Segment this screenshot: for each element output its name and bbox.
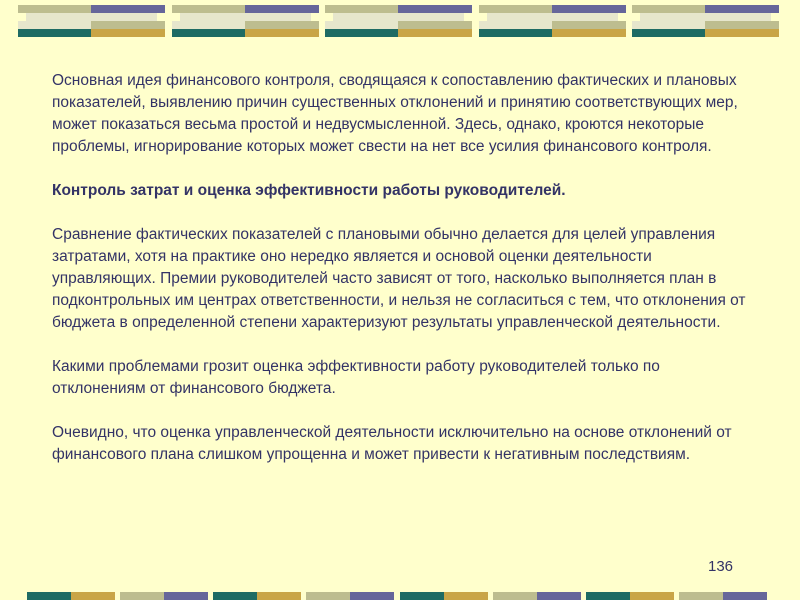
top-decoration-block — [325, 5, 472, 37]
bottom-decoration-segment — [164, 592, 208, 600]
decoration-stripe — [91, 5, 165, 13]
bottom-decoration-segment — [120, 592, 164, 600]
decoration-stripe — [398, 5, 472, 13]
top-decoration-block — [479, 5, 626, 37]
decoration-stripe — [398, 21, 472, 29]
top-decoration-block — [632, 5, 779, 37]
decoration-stripe — [26, 13, 157, 21]
page-number: 136 — [708, 558, 734, 575]
top-decoration-block — [18, 5, 165, 37]
decoration-stripe — [705, 5, 779, 13]
bottom-decoration-segment — [306, 592, 350, 600]
decoration-stripe — [245, 5, 319, 13]
decoration-stripe — [91, 29, 165, 37]
bottom-decoration-segment — [257, 592, 301, 600]
top-decoration — [18, 5, 782, 37]
paragraph-conclusion: Очевидно, что оценка управленческой деятельности исключительно на основе отклонений от финансового плана слишком упрощенна и может привести к негативным последствиям. — [52, 424, 732, 463]
decoration-stripe — [18, 21, 91, 29]
decoration-stripe — [705, 21, 779, 29]
decoration-stripe — [180, 13, 311, 21]
bottom-decoration-segment — [493, 592, 537, 600]
decoration-stripe — [640, 13, 771, 21]
decoration-stripe — [325, 21, 398, 29]
decoration-stripe — [172, 21, 245, 29]
decoration-stripe — [172, 29, 245, 37]
decoration-stripe — [632, 21, 705, 29]
decoration-stripe — [245, 21, 319, 29]
decoration-stripe — [552, 29, 626, 37]
decoration-stripe — [245, 29, 319, 37]
decoration-stripe — [487, 13, 618, 21]
bottom-decoration-segment — [444, 592, 488, 600]
decoration-stripe — [632, 5, 705, 13]
bottom-decoration-segment — [679, 592, 723, 600]
decoration-stripe — [479, 29, 552, 37]
decoration-stripe — [552, 5, 626, 13]
decoration-stripe — [705, 29, 779, 37]
decoration-stripe — [325, 5, 398, 13]
bottom-decoration-segment — [71, 592, 115, 600]
decoration-stripe — [552, 21, 626, 29]
bottom-decoration-segment — [537, 592, 581, 600]
paragraph-comparison: Сравнение фактических показателей с плановыми обычно делается для целей управления затратами, хотя на практике оно нередко является и основой оценки деятельности управляющих. Премии руководителей часто зависят от того, насколько выполняется план в подконтрольных им центрах ответственности, и нельзя не согласиться с тем, что отклонения от бюджета в определенной степени характеризуют результаты управленческой деятельности. — [52, 226, 746, 331]
decoration-stripe — [18, 29, 91, 37]
decoration-stripe — [479, 5, 552, 13]
decoration-stripe — [632, 29, 705, 37]
bottom-decoration-segment — [630, 592, 674, 600]
decoration-stripe — [479, 21, 552, 29]
decoration-stripe — [325, 29, 398, 37]
decoration-stripe — [398, 29, 472, 37]
decoration-stripe — [333, 13, 464, 21]
paragraph-intro: Основная идея финансового контроля, сводящаяся к сопоставлению фактических и плановых показателей, выявлению причин существенных отклонений и принятию соответствующих мер, может показаться весьма простой и недвусмысленной. Здесь, однако, кроются некоторые проблемы, игнорирование которых может свести на нет все усилия финансового контроля. — [52, 72, 738, 155]
bottom-decoration-segment — [586, 592, 630, 600]
bottom-decoration — [0, 592, 800, 600]
section-heading: Контроль затрат и оценка эффективности работы руководителей. — [52, 182, 566, 199]
paragraph-question: Какими проблемами грозит оценка эффективности работу руководителей только по отклонениям от финансового бюджета. — [52, 358, 660, 397]
top-decoration-block — [172, 5, 319, 37]
decoration-stripe — [18, 5, 91, 13]
bottom-decoration-segment — [400, 592, 444, 600]
decoration-stripe — [172, 5, 245, 13]
bottom-decoration-segment — [350, 592, 394, 600]
decoration-stripe — [91, 21, 165, 29]
bottom-decoration-segment — [213, 592, 257, 600]
bottom-decoration-segment — [723, 592, 767, 600]
bottom-decoration-segment — [27, 592, 71, 600]
slide-text — [52, 70, 752, 466]
